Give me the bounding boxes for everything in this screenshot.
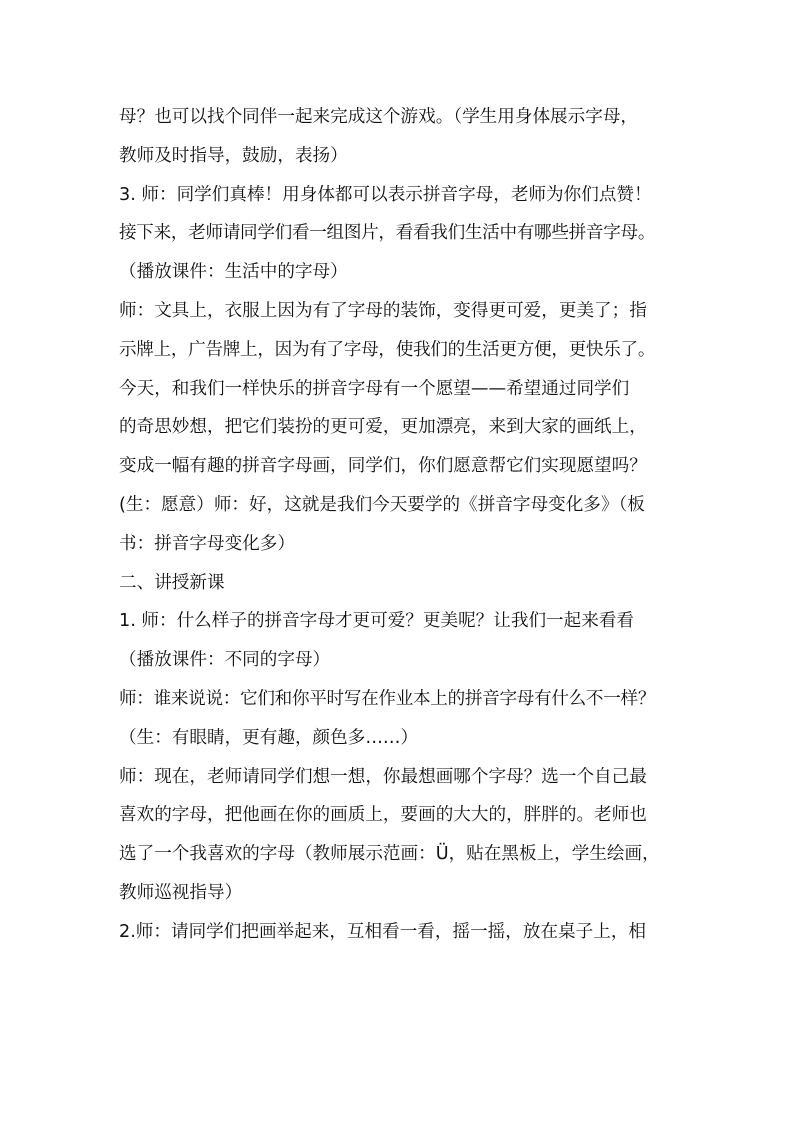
text-line-5: （播放课件：生活中的字母） <box>119 262 348 283</box>
text-line-6: 师：文具上，衣服上因为有了字母的装饰，变得更可爱，更美了；指 <box>119 300 647 321</box>
text-line-1: 母？也可以找个同伴一起来完成这个游戏。（学生用身体展示字母， <box>119 107 639 127</box>
text-line-20: 选了一个我喜欢的字母（教师展示范画：Ü，贴在黑板上，学生绘画， <box>119 844 660 865</box>
section-heading: 二、讲授新课 <box>119 572 225 593</box>
text-line-8: 今天，和我们一样快乐的拼音字母有一个愿望——希望通过同学们 <box>119 378 630 399</box>
text-line-10: 变成一幅有趣的拼音字母画，同学们，你们愿意帮它们实现愿望吗？ <box>119 456 647 477</box>
text-line-2: 教师及时指导，鼓励，表扬） <box>119 145 348 166</box>
document-body <box>119 98 689 952</box>
text-line-19: 喜欢的字母，把他画在你的画质上，要画的大大的，胖胖的。老师也 <box>119 805 647 826</box>
text-line-22: 2.师：请同学们把画举起来，互相看一看，摇一摇，放在桌子上，相 <box>119 921 647 942</box>
text-line-11: (生：愿意）师：好，这就是我们今天要学的《拼音字母变化多》（板 <box>119 494 645 515</box>
text-line-12: 书：拼音字母变化多） <box>119 533 295 554</box>
text-line-3: 3. 师：同学们真棒！用身体都可以表示拼音字母，老师为你们点赞！ <box>119 184 652 205</box>
text-line-18: 师：现在，老师请同学们想一想，你最想画哪个字母？选一个自己最 <box>119 766 647 787</box>
text-line-17: （生：有眼睛，更有趣，颜色多……） <box>119 727 419 748</box>
text-line-21: 教师巡视指导） <box>119 882 243 903</box>
text-line-9: 的奇思妙想，把它们装扮的更可爱，更加漂亮，来到大家的画纸上， <box>119 417 647 438</box>
text-line-14: 1. 师：什么样子的拼音字母才更可爱？更美呢？让我们一起来看看 <box>119 611 635 632</box>
text-line-16: 师：谁来说说：它们和你平时写在作业本上的拼音字母有什么不一样？ <box>119 688 656 709</box>
text-line-7: 示牌上，广告牌上，因为有了字母，使我们的生活更方便，更快乐了。 <box>119 339 656 360</box>
text-line-15: （播放课件：不同的字母） <box>119 650 331 671</box>
text-line-4: 接下来，老师请同学们看一组图片，看看我们生活中有哪些拼音字母。 <box>119 223 656 244</box>
